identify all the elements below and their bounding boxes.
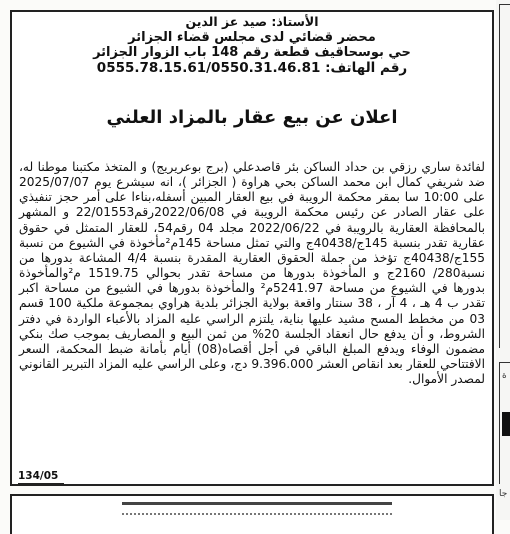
notice-body: لفائدة ساري رزقي بن حداد الساكن بئر قاصدعلي (برج بوعريريج) و المتخذ مكتبنا موطنا له، ضد شريفي كمال ابن محمد الساكن بحي هراوة ( الجزائر )، انه سيشرع يوم 2025/07/07 على 10:00 سا بمقر محكمة الرويبة في بيع العقار المبين أسفله،بناءا على أمر حجز تنفيذي على عقار الصادر عن رئيس محكمة الرويبة في 2022/06/08رقم22/01553 و المشهر بالمحافظة العقارية بالرويبة في 2022/06/22 مجلد 04 رقم54، للعقار المتمثل في حقوق عقارية تقدر بنسبة 145ج/40438ج والتي تمثل مساحة 145م²مأخوذة في الشيوع من نسبة 155ج/40438ج تؤخذ من جملة الحقوق العقارية المقدرة بنسبة 4/4 المشاعة بدورها من نسبة280/ 2160ج و المأخوذة بدورها من مساحة تقدر بحوالي 1519.75 م²والمأخوذة بدورها في الشيوع من مساحة 5241.97م² والمأخوذة بدورها في الشيوع من مساحة اكبر تقدر ب 4 هـ ، 4 آر ، 38 سنتار واقعة بولاية الجزائر بلدية هراوي بمجموعة ملكية 100 قسم 03 من مخطط المسح مشيد عليها بناية، يلتزم الراسي عليه المزاد بالأعباء الواردة في دفتر الشروط، و أن يدفع حال انعقاد الجلسة 20% من ثمن البيع و المصاريف بموجب صك بنكي مضمون الوفاء ويدفع المبلغ الباقي في أجل أقصاه(08) أيام بأمانة ضبط المحكمة، السعر الافتتاحي للعقار بعد انقاص العشر 9.396.000 دج، وعلى الراسي عليه المزاد التبرير القانوني لمصدر الأموال. — [19, 160, 486, 387]
bailiff-header — [12, 14, 492, 76]
bailiff-name: الأستاذ: صيد عز الدين — [185, 14, 319, 29]
bailiff-title: محضر قضائي لدى مجلس قضاء الجزائر — [128, 29, 376, 45]
next-notice-box — [10, 494, 494, 534]
bailiff-address: حي بوسحاقيف قطعة رقم 148 باب الزوار الجزائر — [93, 45, 411, 60]
adjacent-dark-bar — [502, 412, 510, 436]
next-notice-header-rule — [122, 502, 392, 515]
adjacent-box-top — [499, 4, 510, 348]
bailiff-phone: رقم الهاتف: 0555.78.15.61/0550.31.46.81 — [96, 59, 408, 76]
reference-number: 134/05 — [18, 470, 64, 484]
notice-title: اعلان عن بيع عقار بالمزاد العلني — [106, 107, 398, 128]
auction-notice — [10, 10, 494, 486]
adjacent-fragment-2: جا — [499, 489, 508, 499]
adjacent-fragment-1: ة — [502, 371, 507, 381]
